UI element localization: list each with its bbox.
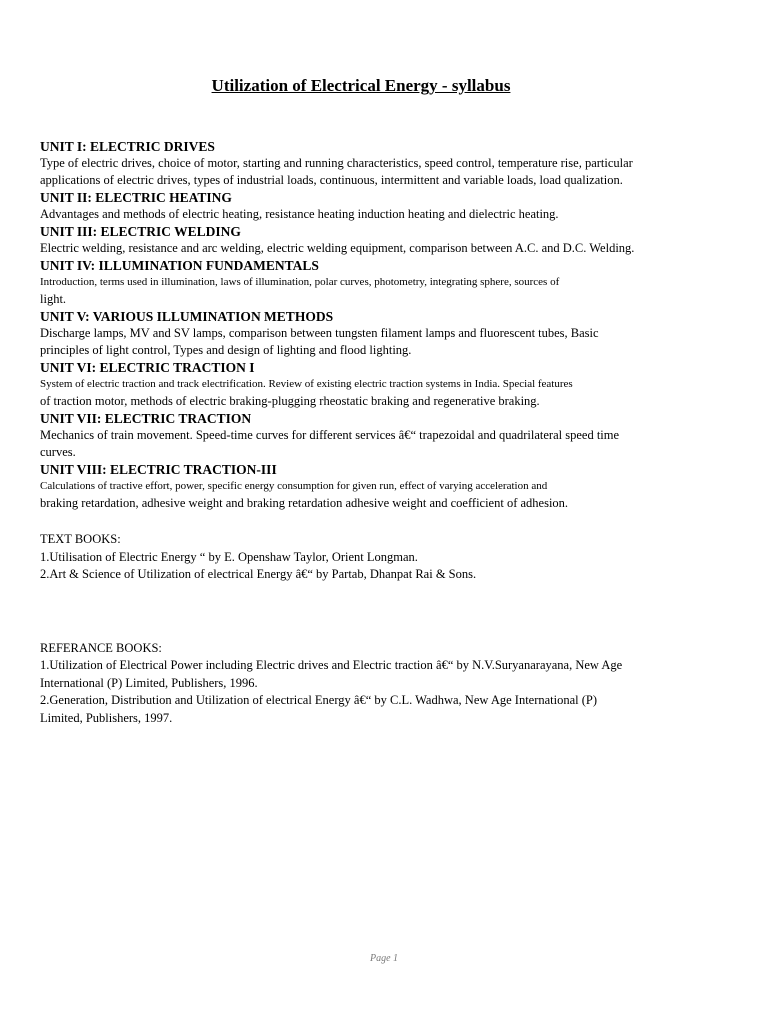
syllabus-content: [40, 138, 730, 727]
unit-section: [40, 257, 730, 308]
unit-heading: UNIT VIII: ELECTRIC TRACTION-III: [40, 462, 277, 477]
page-number: Page 1: [369, 953, 399, 964]
unit-description-line: Type of electric drives, choice of motor, starting and running characteristics, speed control, temperature rise, particular: [40, 156, 633, 170]
unit-heading: UNIT I: ELECTRIC DRIVES: [40, 139, 215, 154]
unit-description-line: applications of electric drives, types of industrial loads, continuous, intermittent and variable loads, load qualization.: [40, 173, 623, 187]
book-entry: 2.Art & Science of Utilization of electrical Energy â€“ by Partab, Dhanpat Rai & Sons.: [40, 567, 477, 581]
unit-section: [40, 189, 730, 223]
unit-description-line: Discharge lamps, MV and SV lamps, comparison between tungsten filament lamps and fluorescent tubes, Basic: [40, 326, 599, 340]
text-books-heading: TEXT BOOKS:: [40, 532, 121, 546]
unit-description-line: principles of light control, Types and design of lighting and flood lighting.: [40, 343, 412, 357]
unit-description-line: light.: [40, 292, 67, 306]
book-entry: 1.Utilization of Electrical Power including Electric drives and Electric traction â€“ by N.V.Suryanarayana, New Age: [40, 658, 623, 672]
text-books-section: [40, 531, 730, 584]
book-entry: 1.Utilisation of Electric Energy “ by E. Openshaw Taylor, Orient Longman.: [40, 549, 418, 564]
unit-description-line: Advantages and methods of electric heating, resistance heating induction heating and dielectric heating.: [40, 207, 559, 221]
book-entry: 2.Generation, Distribution and Utilization of electrical Energy â€“ by C.L. Wadhwa, New Age International (P): [40, 693, 598, 707]
unit-description-line: of traction motor, methods of electric braking-plugging rheostatic braking and regenerative braking.: [40, 394, 540, 408]
unit-description-line: Calculations of tractive effort, power, specific energy consumption for given run, effect of varying acceleration and: [40, 480, 548, 492]
unit-description-line: System of electric traction and track electrification. Review of existing electric traction systems in India. Special features: [40, 378, 573, 390]
page-title: Utilization of Electrical Energy - syllabus: [211, 76, 511, 95]
unit-heading: UNIT IV: ILLUMINATION FUNDAMENTALS: [40, 258, 319, 273]
unit-heading: UNIT VI: ELECTRIC TRACTION I: [40, 360, 255, 375]
reference-books-heading: REFERANCE BOOKS:: [40, 640, 162, 655]
reference-books-section: [40, 640, 730, 728]
unit-section: [40, 410, 730, 461]
unit-section: [40, 223, 730, 257]
unit-description-line: braking retardation, adhesive weight and braking retardation adhesive weight and coefficient of adhesion.: [40, 496, 569, 510]
unit-description-line: Introduction, terms used in illumination, laws of illumination, polar curves, photometry, integrating sphere, sources of: [40, 276, 560, 288]
unit-section: [40, 359, 730, 410]
unit-heading: UNIT VII: ELECTRIC TRACTION: [40, 411, 252, 426]
unit-description-line: Electric welding, resistance and arc welding, electric welding equipment, comparison between A.C. and D.C. Welding.: [40, 241, 635, 255]
unit-description-line: Mechanics of train movement. Speed-time curves for different services â€“ trapezoidal and quadrilateral speed time: [40, 428, 620, 442]
unit-heading: UNIT III: ELECTRIC WELDING: [40, 224, 241, 239]
unit-heading: UNIT V: VARIOUS ILLUMINATION METHODS: [40, 309, 334, 324]
unit-section: [40, 308, 730, 359]
book-entry: Limited, Publishers, 1997.: [40, 710, 173, 725]
unit-section: [40, 461, 730, 512]
unit-section: [40, 138, 730, 189]
unit-description-line: curves.: [40, 445, 76, 459]
book-entry: International (P) Limited, Publishers, 1996.: [40, 675, 258, 690]
unit-heading: UNIT II: ELECTRIC HEATING: [40, 190, 232, 205]
